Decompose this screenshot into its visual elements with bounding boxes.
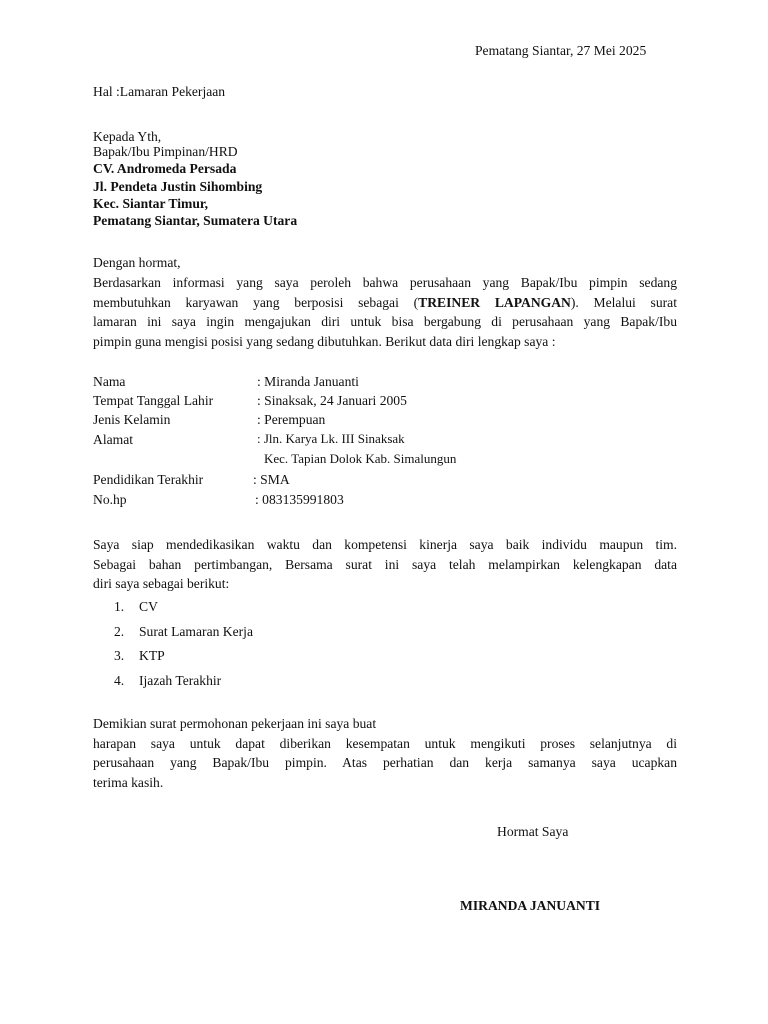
closing-line: perusahaan yang Bapak/Ibu pimpin. Atas perhatian dan kerja samanya saya ucapkan (93, 755, 677, 771)
education-label: Pendidikan Terakhir (93, 472, 204, 487)
list-item-text: Surat Lamaran Kerja (139, 624, 253, 639)
address-value-line2: Kec. Tapian Dolok Kab. Simalungun (264, 451, 457, 466)
address-value-line1: : Jln. Karya Lk. III Sinaksak (257, 431, 405, 446)
phone-value: : 083135991803 (255, 492, 344, 507)
gender-value: : Perempuan (257, 412, 326, 427)
intro-paragraph (93, 274, 677, 352)
phone-label: No.hp (93, 492, 127, 507)
name-value: : Miranda Januanti (257, 374, 359, 389)
closing-line: Demikian surat permohonan pekerjaan ini saya buat (93, 716, 377, 731)
list-item-text: Ijazah Terakhir (139, 673, 222, 688)
recipient-title: Bapak/Ibu Pimpinan/HRD (93, 144, 238, 159)
commitment-paragraph (93, 536, 677, 595)
closing-line: terima kasih. (93, 774, 164, 790)
letter-subject: Hal :Lamaran Pekerjaan (93, 84, 226, 99)
gender-label: Jenis Kelamin (93, 412, 171, 427)
intro-line-text: ). Melalui surat (570, 294, 677, 310)
list-item-number: 2. (114, 624, 125, 639)
recipient-street: Jl. Pendeta Justin Sihombing (93, 179, 263, 194)
commitment-line: diri saya sebagai berikut: (93, 576, 230, 592)
intro-line-position (93, 294, 677, 314)
intro-line: lamaran ini saya ingin mengajukan diri untuk bisa bergabung di perusahaan yang Bapak/Ibu (93, 314, 677, 330)
closing-line: harapan saya untuk dapat diberikan kesempatan untuk mengikuti proses selanjutnya di (93, 735, 677, 751)
closing-paragraph (93, 715, 677, 793)
recipient-district: Kec. Siantar Timur, (93, 196, 209, 211)
list-item-text: KTP (139, 648, 165, 663)
education-value: : SMA (253, 472, 290, 487)
birth-value: : Sinaksak, 24 Januari 2005 (257, 393, 407, 408)
intro-line: Berdasarkan informasi yang saya peroleh bahwa perusahaan yang Bapak/Ibu pimpin sedang (93, 275, 677, 290)
intro-line: pimpin guna mengisi posisi yang sedang dibutuhkan. Berikut data diri lengkap saya : (93, 333, 556, 349)
recipient-company: CV. Andromeda Persada (93, 161, 237, 176)
recipient-city: Pematang Siantar, Sumatera Utara (93, 213, 298, 228)
address-label: Alamat (93, 432, 134, 447)
birth-label: Tempat Tanggal Lahir (93, 393, 214, 408)
recipient-salutation: Kepada Yth, (93, 129, 162, 144)
commitment-line: Sebagai bahan pertimbangan, Bersama surat ini saya telah melampirkan kelengkapan data (93, 556, 677, 572)
list-item-text: CV (139, 599, 158, 614)
signature-name: MIRANDA JANUANTI (460, 898, 601, 913)
place-date: Pematang Siantar, 27 Mei 2025 (475, 43, 647, 58)
position-name: TREINER LAPANGAN (418, 294, 571, 310)
list-item-number: 3. (114, 648, 125, 663)
list-item-number: 1. (114, 599, 125, 614)
greeting: Dengan hormat, (93, 255, 181, 270)
list-item-number: 4. (114, 673, 125, 688)
intro-line-text: membutuhkan karyawan yang berposisi sebagai ( (93, 294, 419, 310)
sign-off: Hormat Saya (497, 824, 569, 839)
name-label: Nama (93, 374, 126, 389)
commitment-line: Saya siap mendedikasikan waktu dan kompetensi kinerja saya baik individu maupun tim. (93, 537, 677, 552)
